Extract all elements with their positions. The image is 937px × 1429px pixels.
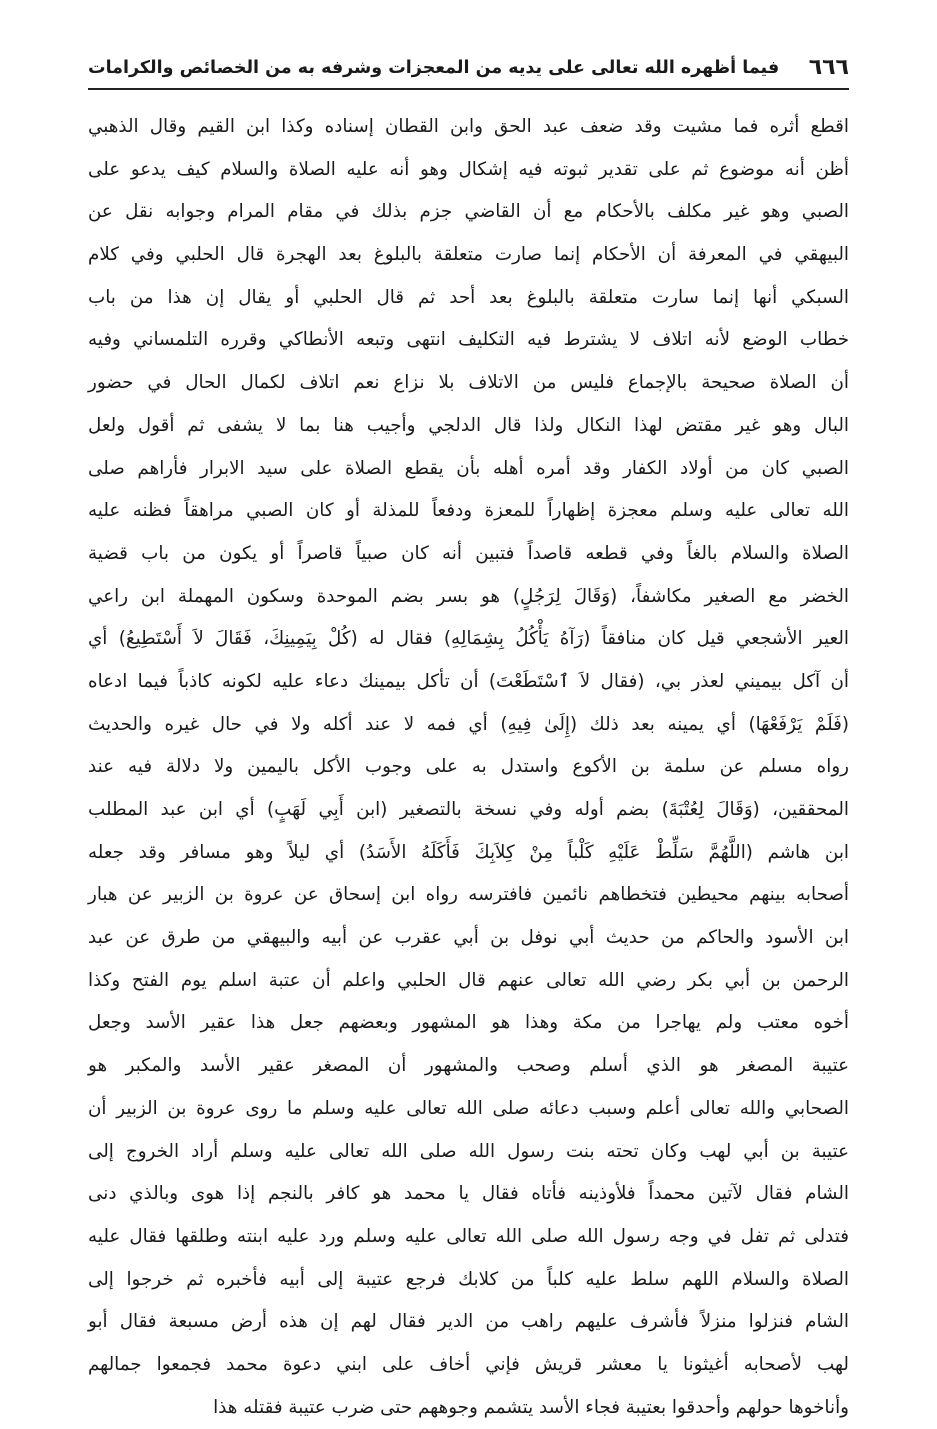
text-line: أخوه معتب ولم يهاجرا من مكة وهذا هو المشهور وبعضهم جعل هذا عقير الأسد وجعل <box>88 1012 849 1034</box>
text-line: اقطع أثره فما مشيت وقد ضعف عبد الحق وابن القطان إسناده وكذا ابن القيم وقال الذهبي <box>88 116 849 137</box>
text-line: ابن الأسود والحاكم من حديث أبي نوفل بن أبي عقرب عن أبيه والبيهقي من طرق عن عبد <box>88 927 849 949</box>
running-title: فيما أظهره الله تعالى على يديه من المعجزات وشرفه به من الخصائص والكرامات <box>88 58 780 78</box>
text-line: عتيبة بن أبي لهب وكان تحته بنت رسول الله صلى الله تعالى عليه وسلم أراد الخروج إلى <box>88 1140 849 1162</box>
text-line: العير الأشجعي قيل كان منافقاً (رَآهُ يَأْكُلُ بِشِمَالِهِ) فقال له (كُلْ بِيَمِينِكَ، فَقَالَ لاَ أَسْتَطِيعُ) أي <box>88 628 849 650</box>
text-line: أن الصلاة صحيحة بالإجماع فليس من الاتلاف بلا نزاع نعم اتلاف لكمال الحال في حضور <box>88 372 849 394</box>
text-line: البال وهو غير مقتض لهذا النكال ولذا قال الدلجي وأجيب هنا بما لا يشفى ثم أقول ولعل <box>88 414 849 436</box>
text-line: أن آكل بيميني لعذر بي، (فقال لاَ ٱسْتَطَعْتَ) أن تأكل بيمينك دعاء عليه لكونه كاذباً فيما ادعاه <box>88 670 849 692</box>
text-line: الشام فقال لآتين محمداً فلأوذينه فأتاه فقال يا محمد هو كافر بالنجم إذا هوى وبالذي دنى <box>88 1183 849 1205</box>
text-line: المحققين، (وَقَالَ لِعُتْبَةَ) بضم أوله وفي نسخة بالتصغير (ابن أَبِي لَهَبٍ) أي ابن عبد المطلب <box>88 799 849 820</box>
text-line: البيهقي في المعرفة أن الأحكام إنما صارت متعلقة بالبلوغ بعد الهجرة قال الحلبي وفي كلام <box>88 244 849 266</box>
text-line: الشام فنزلوا منزلاً فأشرف عليهم راهب من الدير فقال لهم إن هذه أرض مسبعة فقال أبو <box>88 1311 849 1333</box>
body-text <box>88 106 849 1418</box>
text-line: فتدلى ثم تفل في وجه رسول الله صلى الله تعالى عليه وسلم ورد عليه ابنته وطلقها فقال عليه <box>88 1225 849 1247</box>
text-line: أصحابه بينهم محيطين فتخطاهم نائمين فافترسه رواه ابن إسحاق عن عروة بن الزبير عن هبار <box>88 884 849 906</box>
text-line: رواه مسلم عن سلمة بن الأكوع واستدل به على وجوب الأكل باليمين ولا دلالة فيه عند <box>88 756 849 778</box>
page-number: ٦٦٦ <box>808 55 849 80</box>
text-line: الخضر مع الصغير مكاشفاً، (وَقَالَ لِرَجُلٍ) هو بسر بضم الموحدة وسكون المهملة ابن راعي <box>88 585 849 607</box>
text-line: أظن أنه موضوع ثم على تقدير ثبوته فيه إشكال وهو أنه عليه الصلاة والسلام كيف يدعو على <box>88 158 849 180</box>
text-line: (فَلَمْ يَرْفَعْهَا) أي يمينه بعد ذلك (إِلَىٰ فِيهِ) أي فمه لا عند أكله ولا في حال غيره والحديث <box>88 713 849 735</box>
text-line: الصلاة والسلام اللهم سلط عليه كلباً من كلابك فرجع عتيبة إلى أبيه فأخبره ثم خرجوا إلى <box>88 1268 849 1290</box>
text-line: خطاب الوضع لأنه اتلاف لا يشترط فيه التكليف انتهى وتبعه الأنطاكي وقرره التلمساني وفيه <box>88 329 849 351</box>
text-line: الصبي كان من أولاد الكفار وقد أمره أهله بأن يقطع الصلاة على سيد الابرار فأراهم صلى <box>88 457 849 479</box>
text-line: وأناخوها حولهم وأحدقوا بعتيبة فجاء الأسد يتشمم وجوههم حتى ضرب عتيبة فقتله هذا <box>213 1396 849 1418</box>
text-line: الله تعالى عليه وسلم معجزة إظهاراً للمعزة ودفعاً للمذلة أو كان الصبي مراهقاً فظنه عليه <box>88 500 849 522</box>
text-line: الصحابي والله تعالى أعلم وسبب دعائه صلى الله تعالى عليه وسلم ما روى عروة بن الزبير أن <box>88 1097 849 1119</box>
text-line: الصلاة والسلام بالغاً وفي قطعه قاصداً فتبين أنه كان صبياً قاصراً أو يكون من باب قضية <box>88 542 849 564</box>
text-line: الصبي وهو غير مكلف بالأحكام مع أن القاضي جزم بذلك في مقام المرام وجوابه نقل عن <box>88 201 849 223</box>
text-line: السبكي أنها إنما سارت متعلقة بالبلوغ بعد أحد ثم قال الحلبي أو يقال إن هذا من باب <box>88 286 849 308</box>
text-line: عتيبة المصغر هو الذي أسلم وصحب والمشهور أن المصغر عقير الأسد والمكبر هو <box>88 1055 849 1077</box>
text-line: لهب لأصحابه أغيثونا يا معشر قريش فإني أخاف على ابني دعوة محمد فجمعوا جمالهم <box>88 1353 849 1375</box>
page-header <box>88 50 849 90</box>
text-line: ابن هاشم (اللَّهُمَّ سَلِّطْ عَلَيْهِ كَلْباً مِنْ كِلاَبِكَ فَأَكَلَهُ الأَسَدُ) أي ليلاً وهو مسافر وقد جعله <box>88 841 849 863</box>
text-line: الرحمن بن أبي بكر رضي الله تعالى عنهم قال الحلبي واعلم أن عتبة اسلم يوم الفتح وكذا <box>88 969 849 991</box>
